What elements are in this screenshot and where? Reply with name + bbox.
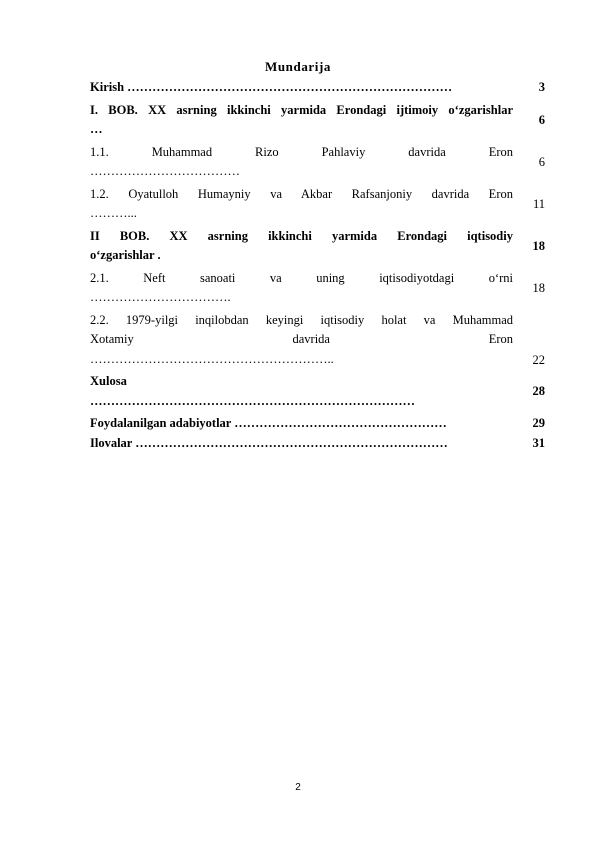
toc-entry-text — [90, 143, 513, 182]
toc-line: ………………………………………………….. — [90, 351, 334, 366]
toc-entry-text — [90, 101, 513, 140]
toc-line: II BOB. XX asrning ikkinchi yarmida Erondagi iqtisodiy — [90, 228, 513, 243]
toc-entry-2-2 — [90, 311, 545, 370]
toc-entry-ilovalar — [90, 434, 545, 454]
toc-line: …………………………………………………………………… — [90, 393, 415, 408]
toc-page-number: 28 — [532, 384, 545, 398]
toc-entry-text — [90, 434, 513, 454]
toc-page-number: 18 — [532, 280, 545, 295]
table-of-contents — [90, 78, 545, 453]
toc-page-number: 22 — [532, 353, 545, 367]
toc-entry-text — [90, 269, 513, 308]
toc-entry-text — [90, 185, 513, 224]
toc-entry-kirish — [90, 78, 545, 98]
toc-line: ……………………………… — [90, 164, 240, 178]
toc-line: 1.1. Muhammad Rizo Pahlaviy davrida Eron — [90, 144, 513, 159]
toc-title: Mundarija — [264, 59, 332, 74]
toc-line: o‘zgarishlar . — [90, 248, 161, 262]
toc-entry-text — [90, 227, 513, 266]
toc-line: ………... — [90, 206, 137, 220]
toc-line: Ilovalar ………………………………………………………………… — [90, 435, 448, 450]
toc-entry-bob-1 — [90, 101, 545, 140]
toc-entry-text — [90, 414, 513, 434]
toc-page-number: 6 — [538, 112, 545, 127]
toc-line: 2.2. 1979-yilgi inqilobdan keyingi iqtisodiy holat va Muhammad — [90, 312, 513, 327]
toc-entry-text — [90, 78, 513, 98]
toc-entry-1-2 — [90, 185, 545, 224]
toc-line: Foydalanilgan adabiyotlar …………………………………………… — [90, 416, 447, 430]
toc-line: Kirish …………………………………………………………………… — [90, 80, 453, 94]
toc-entry-text — [90, 372, 513, 411]
toc-entry-bob-2 — [90, 227, 545, 266]
toc-page-number: 31 — [532, 435, 545, 450]
toc-page-number: 29 — [532, 416, 545, 431]
toc-page-number: 3 — [538, 80, 545, 95]
toc-page-number: 11 — [532, 196, 545, 211]
toc-line: ……………………………. — [90, 290, 231, 304]
toc-line: 2.1. Neft sanoati va uning iqtisodiyotdagi o‘rni — [90, 270, 513, 285]
toc-entry-adabiyotlar — [90, 414, 545, 434]
toc-line: 1.2. Oyatulloh Humayniy va Akbar Rafsanjoniy davrida Eron — [90, 186, 513, 201]
toc-entry-2-1 — [90, 269, 545, 308]
toc-entry-1-1 — [90, 143, 545, 182]
toc-entry-text — [90, 311, 513, 370]
toc-line: Xulosa — [90, 374, 127, 388]
toc-line: … — [90, 122, 103, 136]
page-number: 2 — [295, 782, 301, 793]
toc-page-number: 18 — [532, 238, 545, 253]
toc-entry-xulosa — [90, 372, 545, 411]
toc-line: I. BOB. XX asrning ikkinchi yarmida Erondagi ijtimoiy o‘zgarishlar — [90, 102, 513, 117]
toc-line: Xotamiy davrida Eron — [90, 332, 513, 346]
toc-page-number: 6 — [538, 154, 545, 169]
